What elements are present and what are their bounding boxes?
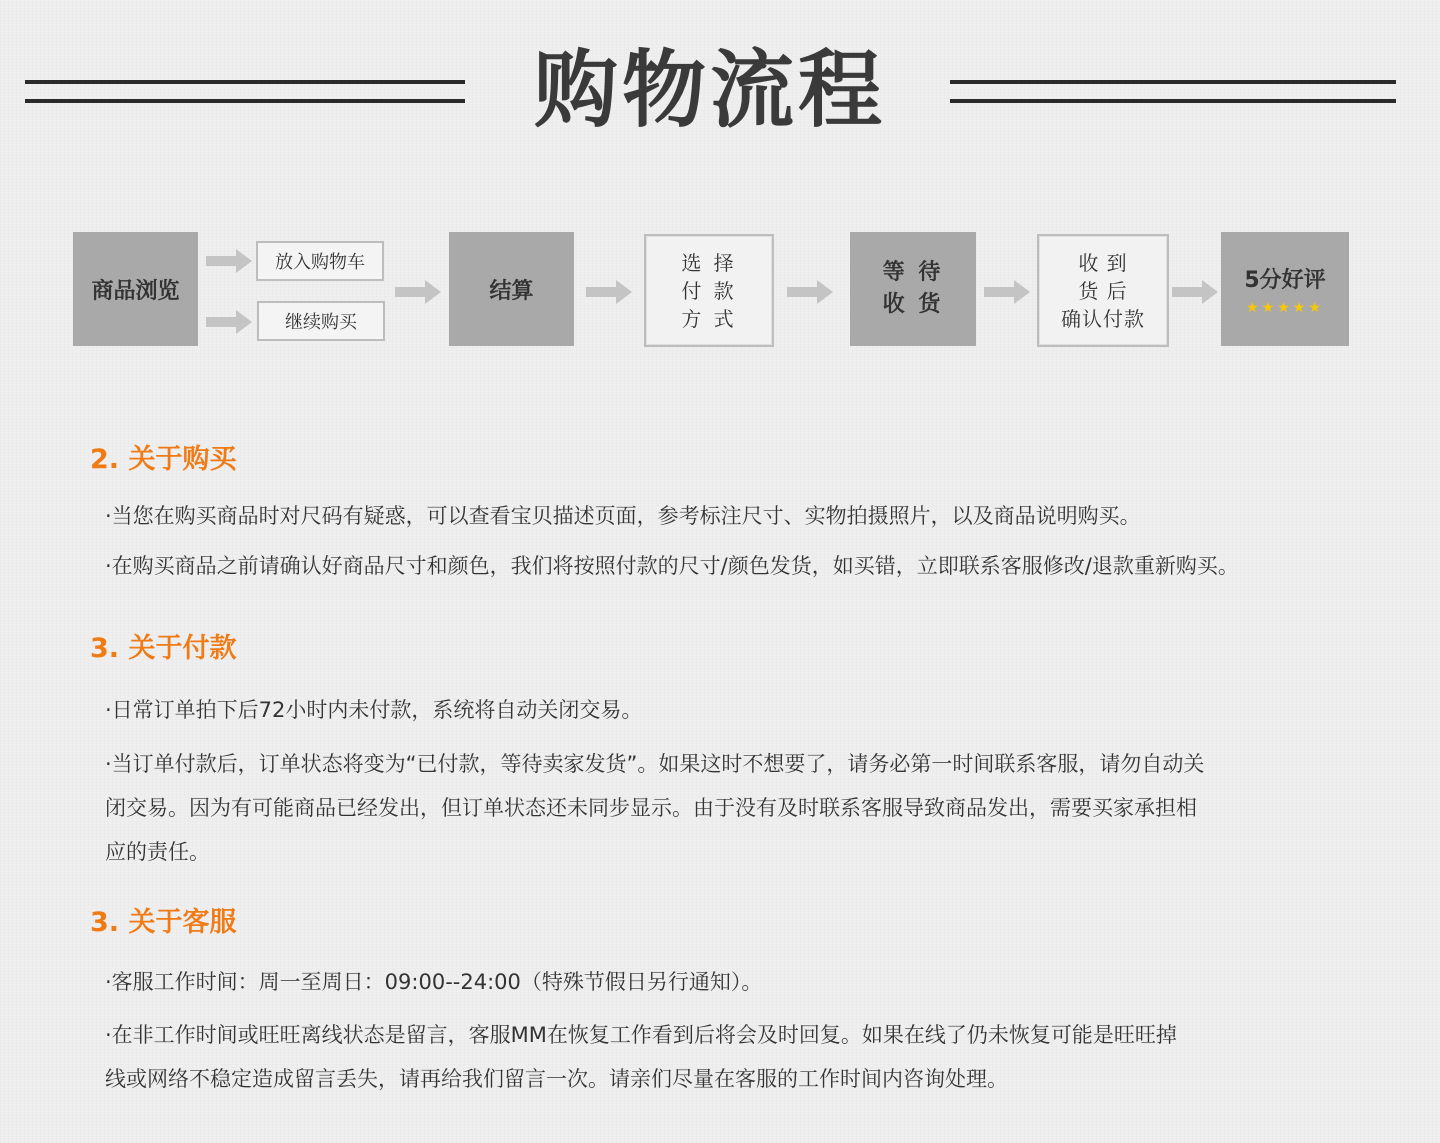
star-rating-icon: ★★★★★ xyxy=(1246,299,1324,316)
flow-step-wait-shipping-label: 等 待 收 货 xyxy=(882,260,944,317)
flow-step-checkout-label: 结算 xyxy=(489,278,534,304)
arrow-right-icon xyxy=(395,280,441,304)
arrow-right-icon xyxy=(586,280,632,304)
flow-step-browse xyxy=(73,232,198,346)
payment-paragraph: 闭交易。因为有可能商品已经发出，但订单状态还未同步显示。由于没有及时联系客服导致商品发出，需要买家承担相 xyxy=(105,796,1197,820)
flow-step-choose-payment xyxy=(644,234,774,347)
flow-step-receive-pay xyxy=(1037,234,1169,347)
section-title-customer-service: 3. 关于客服 xyxy=(90,907,237,938)
section-title-purchase: 2. 关于购买 xyxy=(90,444,237,475)
section-title-payment: 3. 关于付款 xyxy=(90,633,237,664)
purchase-paragraph: ·当您在购买商品时对尺码有疑惑，可以查看宝贝描述页面，参考标注尺寸、实物拍摄照片，以及商品说明购买。 xyxy=(105,504,1141,528)
header-rule-right-top xyxy=(950,80,1396,84)
header-rule-right-bottom xyxy=(950,99,1396,103)
arrow-right-icon xyxy=(1172,280,1218,304)
arrow-right-icon xyxy=(206,310,252,334)
flow-step-rating xyxy=(1221,232,1349,346)
flow-step-continue-shopping-label: 继续购买 xyxy=(285,312,357,333)
header-rule-left-top xyxy=(25,80,465,84)
flow-step-wait-shipping xyxy=(850,232,976,346)
service-paragraph: 线或网络不稳定造成留言丢失，请再给我们留言一次。请亲们尽量在客服的工作时间内咨询处理。 xyxy=(105,1067,1008,1091)
payment-paragraph: ·当订单付款后，订单状态将变为“已付款，等待卖家发货”。如果这时不想要了，请务必第一时间联系客服，请勿自动关 xyxy=(105,752,1205,776)
flow-step-browse-label: 商品浏览 xyxy=(91,278,180,304)
flow-step-rating-label: 5分好评 xyxy=(1244,267,1326,293)
service-paragraph: ·客服工作时间：周一至周日：09:00--24:00（特殊节假日另行通知）。 xyxy=(105,970,763,994)
header-rule-left-bottom xyxy=(25,99,465,103)
arrow-right-icon xyxy=(206,249,252,273)
purchase-paragraph: ·在购买商品之前请确认好商品尺寸和颜色，我们将按照付款的尺寸/颜色发货，如买错，立即联系客服修改/退款重新购买。 xyxy=(105,554,1239,578)
page-title: 购物流程 xyxy=(533,41,886,139)
rating-group xyxy=(1244,263,1325,316)
flow-step-receive-pay-label: 收 到 货 后 确认付款 xyxy=(1061,250,1145,331)
arrow-right-icon xyxy=(984,280,1030,304)
flow-step-add-to-cart xyxy=(256,241,384,281)
arrow-right-icon xyxy=(787,280,833,304)
service-paragraph: ·在非工作时间或旺旺离线状态是留言，客服MM在恢复工作看到后将会及时回复。如果在线了仍未恢复可能是旺旺掉 xyxy=(105,1023,1177,1047)
flow-step-continue-shopping xyxy=(257,301,385,341)
payment-paragraph: ·日常订单拍下后72小时内未付款，系统将自动关闭交易。 xyxy=(105,698,643,722)
payment-paragraph: 应的责任。 xyxy=(105,840,210,864)
flow-step-checkout xyxy=(449,232,574,346)
flow-step-choose-payment-label: 选 择 付 款 方 式 xyxy=(681,250,737,331)
flow-step-add-to-cart-label: 放入购物车 xyxy=(275,252,365,273)
